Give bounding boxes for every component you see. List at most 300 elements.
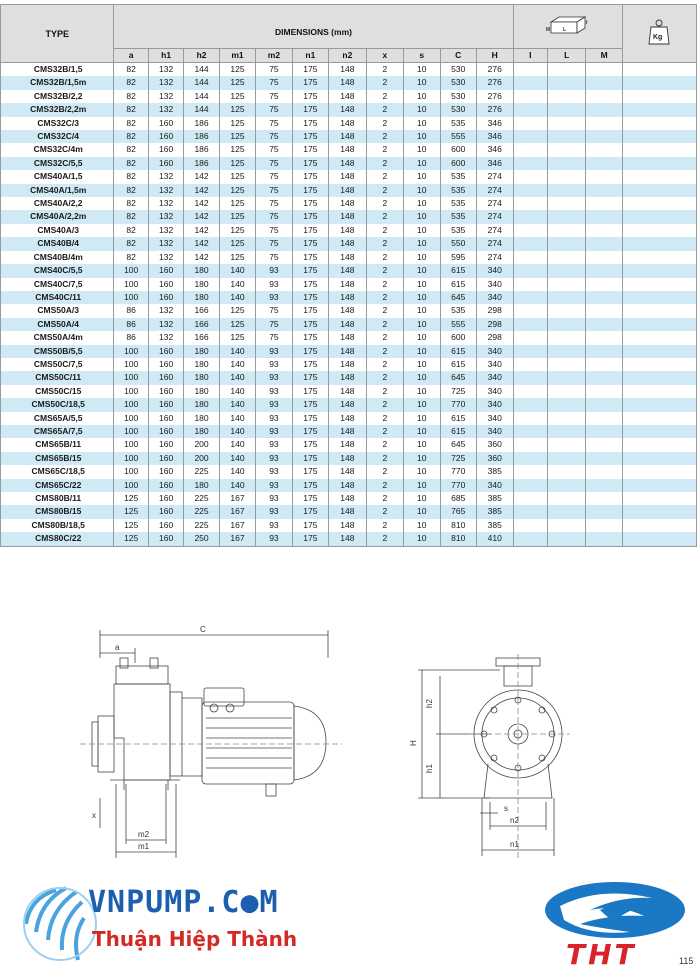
empty-cell	[513, 291, 547, 304]
value-cell: 132	[148, 251, 183, 264]
empty-cell	[622, 304, 696, 317]
table-row	[1, 425, 697, 438]
value-cell: 148	[329, 345, 366, 358]
empty-cell	[622, 291, 696, 304]
empty-cell	[586, 532, 622, 546]
value-cell: 75	[256, 170, 292, 183]
empty-cell	[547, 492, 585, 505]
empty-cell	[513, 331, 547, 344]
empty-cell	[586, 130, 622, 143]
empty-cell	[513, 465, 547, 478]
value-cell: 125	[219, 103, 255, 116]
empty-cell	[547, 278, 585, 291]
vnpump-brand: VNPUMP.C●M	[88, 885, 279, 920]
value-cell: 175	[292, 76, 328, 89]
value-cell: 75	[256, 237, 292, 250]
table-row	[1, 479, 697, 492]
value-cell: 82	[114, 117, 148, 130]
empty-cell	[513, 197, 547, 210]
value-cell: 100	[114, 465, 148, 478]
value-cell: 10	[404, 237, 440, 250]
value-cell: 93	[256, 278, 292, 291]
column-header-packing-i: I	[513, 49, 547, 63]
empty-cell	[586, 184, 622, 197]
value-cell: 340	[476, 278, 513, 291]
value-cell: 160	[148, 452, 183, 465]
model-cell: CMS50B/5,5	[1, 345, 114, 358]
value-cell: 175	[292, 143, 328, 156]
value-cell: 160	[148, 371, 183, 384]
empty-cell	[547, 345, 585, 358]
empty-cell	[586, 291, 622, 304]
value-cell: 167	[219, 505, 255, 518]
empty-cell	[622, 492, 696, 505]
value-cell: 75	[256, 304, 292, 317]
pump-technical-drawing	[80, 618, 600, 863]
value-cell: 535	[440, 210, 476, 223]
empty-cell	[622, 452, 696, 465]
table-row	[1, 278, 697, 291]
column-header-packing-l: L	[547, 49, 585, 63]
value-cell: 167	[219, 519, 255, 532]
model-cell: CMS32B/1,5	[1, 63, 114, 77]
value-cell: 82	[114, 197, 148, 210]
empty-cell	[586, 371, 622, 384]
empty-cell	[622, 412, 696, 425]
empty-cell	[513, 143, 547, 156]
value-cell: 75	[256, 117, 292, 130]
thuan-hiep-thanh-brand: Thuận Hiệp Thành	[92, 927, 298, 951]
model-cell: CMS50C/11	[1, 371, 114, 384]
value-cell: 86	[114, 304, 148, 317]
value-cell: 10	[404, 130, 440, 143]
value-cell: 93	[256, 465, 292, 478]
value-cell: 160	[148, 385, 183, 398]
table-row	[1, 318, 697, 331]
label-a: a	[115, 643, 120, 652]
value-cell: 175	[292, 385, 328, 398]
value-cell: 82	[114, 184, 148, 197]
empty-cell	[547, 184, 585, 197]
value-cell: 93	[256, 425, 292, 438]
value-cell: 132	[148, 304, 183, 317]
value-cell: 175	[292, 264, 328, 277]
value-cell: 10	[404, 479, 440, 492]
model-cell: CMS40A/2,2	[1, 197, 114, 210]
value-cell: 186	[184, 130, 219, 143]
empty-cell	[513, 264, 547, 277]
model-cell: CMS40C/11	[1, 291, 114, 304]
value-cell: 2	[366, 170, 403, 183]
empty-cell	[586, 479, 622, 492]
value-cell: 810	[440, 532, 476, 546]
value-cell: 148	[329, 532, 366, 546]
empty-cell	[586, 505, 622, 518]
empty-cell	[622, 130, 696, 143]
value-cell: 340	[476, 371, 513, 384]
value-cell: 140	[219, 345, 255, 358]
empty-cell	[513, 278, 547, 291]
value-cell: 360	[476, 452, 513, 465]
value-cell: 340	[476, 425, 513, 438]
value-cell: 2	[366, 452, 403, 465]
value-cell: 148	[329, 251, 366, 264]
value-cell: 10	[404, 412, 440, 425]
value-cell: 142	[184, 184, 219, 197]
value-cell: 100	[114, 438, 148, 451]
value-cell: 148	[329, 438, 366, 451]
value-cell: 132	[148, 103, 183, 116]
value-cell: 148	[329, 184, 366, 197]
table-row	[1, 184, 697, 197]
value-cell: 125	[219, 184, 255, 197]
value-cell: 160	[148, 425, 183, 438]
empty-cell	[513, 76, 547, 89]
value-cell: 10	[404, 278, 440, 291]
value-cell: 175	[292, 438, 328, 451]
value-cell: 100	[114, 398, 148, 411]
model-cell: CMS40A/2,2m	[1, 210, 114, 223]
value-cell: 225	[184, 519, 219, 532]
empty-cell	[513, 130, 547, 143]
empty-cell	[622, 90, 696, 103]
value-cell: 274	[476, 170, 513, 183]
value-cell: 93	[256, 291, 292, 304]
empty-cell	[586, 358, 622, 371]
value-cell: 180	[184, 425, 219, 438]
model-cell: CMS40B/4	[1, 237, 114, 250]
value-cell: 274	[476, 251, 513, 264]
value-cell: 160	[148, 398, 183, 411]
value-cell: 86	[114, 331, 148, 344]
value-cell: 10	[404, 371, 440, 384]
empty-cell	[622, 170, 696, 183]
value-cell: 75	[256, 63, 292, 77]
value-cell: 10	[404, 452, 440, 465]
value-cell: 148	[329, 304, 366, 317]
table-row	[1, 505, 697, 518]
empty-cell	[547, 385, 585, 398]
empty-cell	[513, 371, 547, 384]
value-cell: 140	[219, 398, 255, 411]
empty-cell	[547, 210, 585, 223]
empty-cell	[586, 452, 622, 465]
value-cell: 148	[329, 117, 366, 130]
dimensions-table	[0, 4, 697, 547]
empty-cell	[513, 425, 547, 438]
value-cell: 166	[184, 318, 219, 331]
value-cell: 148	[329, 157, 366, 170]
empty-cell	[586, 331, 622, 344]
value-cell: 10	[404, 532, 440, 546]
value-cell: 132	[148, 210, 183, 223]
value-cell: 125	[219, 63, 255, 77]
value-cell: 140	[219, 291, 255, 304]
value-cell: 140	[219, 412, 255, 425]
empty-cell	[547, 371, 585, 384]
value-cell: 93	[256, 479, 292, 492]
value-cell: 166	[184, 304, 219, 317]
empty-cell	[586, 519, 622, 532]
value-cell: 770	[440, 398, 476, 411]
table-row	[1, 63, 697, 77]
value-cell: 140	[219, 278, 255, 291]
value-cell: 125	[219, 197, 255, 210]
value-cell: 340	[476, 398, 513, 411]
value-cell: 175	[292, 412, 328, 425]
table-row	[1, 143, 697, 156]
value-cell: 276	[476, 76, 513, 89]
value-cell: 530	[440, 90, 476, 103]
value-cell: 75	[256, 184, 292, 197]
value-cell: 410	[476, 532, 513, 546]
tht-brand: THT	[566, 938, 637, 971]
value-cell: 160	[148, 519, 183, 532]
table-row	[1, 438, 697, 451]
value-cell: 10	[404, 398, 440, 411]
label-n2: n2	[510, 816, 519, 825]
value-cell: 175	[292, 345, 328, 358]
table-row	[1, 532, 697, 546]
value-cell: 142	[184, 170, 219, 183]
value-cell: 615	[440, 412, 476, 425]
empty-cell	[513, 492, 547, 505]
value-cell: 340	[476, 345, 513, 358]
value-cell: 10	[404, 304, 440, 317]
column-header-m2: m2	[256, 49, 292, 63]
value-cell: 132	[148, 197, 183, 210]
value-cell: 148	[329, 103, 366, 116]
table-row	[1, 412, 697, 425]
value-cell: 148	[329, 224, 366, 237]
value-cell: 10	[404, 197, 440, 210]
value-cell: 2	[366, 385, 403, 398]
empty-cell	[622, 184, 696, 197]
value-cell: 2	[366, 291, 403, 304]
value-cell: 125	[219, 117, 255, 130]
value-cell: 180	[184, 479, 219, 492]
value-cell: 93	[256, 398, 292, 411]
value-cell: 148	[329, 505, 366, 518]
empty-cell	[547, 465, 585, 478]
value-cell: 175	[292, 318, 328, 331]
side-view	[80, 630, 342, 858]
value-cell: 2	[366, 465, 403, 478]
empty-cell	[513, 237, 547, 250]
empty-cell	[622, 264, 696, 277]
empty-cell	[513, 532, 547, 546]
column-header-h2: h2	[184, 49, 219, 63]
value-cell: 148	[329, 425, 366, 438]
value-cell: 2	[366, 371, 403, 384]
value-cell: 93	[256, 438, 292, 451]
value-cell: 82	[114, 103, 148, 116]
empty-cell	[547, 117, 585, 130]
model-cell: CMS40B/4m	[1, 251, 114, 264]
value-cell: 274	[476, 224, 513, 237]
value-cell: 140	[219, 371, 255, 384]
empty-cell	[586, 318, 622, 331]
empty-cell	[622, 103, 696, 116]
value-cell: 274	[476, 210, 513, 223]
empty-cell	[513, 224, 547, 237]
value-cell: 2	[366, 278, 403, 291]
value-cell: 125	[219, 170, 255, 183]
model-cell: CMS50C/7,5	[1, 358, 114, 371]
value-cell: 550	[440, 237, 476, 250]
value-cell: 535	[440, 170, 476, 183]
value-cell: 10	[404, 385, 440, 398]
empty-cell	[547, 157, 585, 170]
empty-cell	[622, 465, 696, 478]
value-cell: 10	[404, 184, 440, 197]
value-cell: 175	[292, 479, 328, 492]
column-header-packing-m: M	[586, 49, 622, 63]
value-cell: 75	[256, 76, 292, 89]
empty-cell	[586, 438, 622, 451]
value-cell: 125	[219, 130, 255, 143]
value-cell: 340	[476, 479, 513, 492]
value-cell: 2	[366, 318, 403, 331]
column-header-m1: m1	[219, 49, 255, 63]
value-cell: 144	[184, 76, 219, 89]
value-cell: 770	[440, 465, 476, 478]
empty-cell	[622, 157, 696, 170]
value-cell: 10	[404, 291, 440, 304]
empty-cell	[513, 398, 547, 411]
value-cell: 725	[440, 452, 476, 465]
value-cell: 2	[366, 117, 403, 130]
value-cell: 2	[366, 224, 403, 237]
value-cell: 148	[329, 492, 366, 505]
value-cell: 140	[219, 479, 255, 492]
value-cell: 180	[184, 278, 219, 291]
value-cell: 175	[292, 358, 328, 371]
empty-cell	[547, 398, 585, 411]
empty-cell	[547, 103, 585, 116]
value-cell: 82	[114, 157, 148, 170]
value-cell: 100	[114, 264, 148, 277]
model-cell: CMS32C/4m	[1, 143, 114, 156]
value-cell: 600	[440, 143, 476, 156]
value-cell: 93	[256, 492, 292, 505]
empty-cell	[586, 278, 622, 291]
value-cell: 2	[366, 63, 403, 77]
label-c: C	[200, 625, 206, 634]
value-cell: 160	[148, 264, 183, 277]
value-cell: 93	[256, 358, 292, 371]
empty-cell	[586, 465, 622, 478]
value-cell: 75	[256, 210, 292, 223]
model-cell: CMS80B/18,5	[1, 519, 114, 532]
empty-cell	[513, 358, 547, 371]
model-cell: CMS65B/11	[1, 438, 114, 451]
value-cell: 166	[184, 331, 219, 344]
value-cell: 100	[114, 358, 148, 371]
empty-cell	[586, 170, 622, 183]
value-cell: 2	[366, 519, 403, 532]
value-cell: 2	[366, 264, 403, 277]
value-cell: 186	[184, 157, 219, 170]
value-cell: 175	[292, 103, 328, 116]
model-cell: CMS32B/1,5m	[1, 76, 114, 89]
value-cell: 140	[219, 385, 255, 398]
value-cell: 125	[219, 318, 255, 331]
value-cell: 125	[219, 76, 255, 89]
value-cell: 340	[476, 412, 513, 425]
table-row	[1, 237, 697, 250]
empty-cell	[586, 251, 622, 264]
value-cell: 125	[219, 224, 255, 237]
value-cell: 132	[148, 170, 183, 183]
value-cell: 75	[256, 318, 292, 331]
empty-cell	[513, 519, 547, 532]
table-row	[1, 345, 697, 358]
value-cell: 144	[184, 103, 219, 116]
value-cell: 160	[148, 130, 183, 143]
value-cell: 175	[292, 278, 328, 291]
column-header-h: H	[476, 49, 513, 63]
value-cell: 167	[219, 492, 255, 505]
value-cell: 142	[184, 224, 219, 237]
value-cell: 10	[404, 117, 440, 130]
value-cell: 175	[292, 465, 328, 478]
value-cell: 160	[148, 278, 183, 291]
value-cell: 148	[329, 452, 366, 465]
table-row	[1, 224, 697, 237]
empty-cell	[586, 425, 622, 438]
value-cell: 298	[476, 331, 513, 344]
value-cell: 10	[404, 358, 440, 371]
value-cell: 535	[440, 304, 476, 317]
empty-cell	[547, 90, 585, 103]
empty-cell	[586, 398, 622, 411]
value-cell: 82	[114, 251, 148, 264]
value-cell: 2	[366, 157, 403, 170]
value-cell: 175	[292, 117, 328, 130]
value-cell: 180	[184, 358, 219, 371]
value-cell: 132	[148, 224, 183, 237]
value-cell: 125	[219, 210, 255, 223]
table-row	[1, 358, 697, 371]
value-cell: 10	[404, 519, 440, 532]
value-cell: 200	[184, 438, 219, 451]
column-header-x: x	[366, 49, 403, 63]
empty-cell	[622, 318, 696, 331]
value-cell: 385	[476, 519, 513, 532]
value-cell: 2	[366, 143, 403, 156]
value-cell: 175	[292, 197, 328, 210]
value-cell: 175	[292, 237, 328, 250]
empty-cell	[586, 63, 622, 77]
value-cell: 140	[219, 452, 255, 465]
table-row	[1, 385, 697, 398]
model-cell: CMS65C/18,5	[1, 465, 114, 478]
empty-cell	[622, 237, 696, 250]
empty-cell	[547, 318, 585, 331]
value-cell: 10	[404, 63, 440, 77]
empty-cell	[622, 532, 696, 546]
value-cell: 175	[292, 492, 328, 505]
value-cell: 75	[256, 103, 292, 116]
value-cell: 132	[148, 90, 183, 103]
value-cell: 535	[440, 117, 476, 130]
value-cell: 595	[440, 251, 476, 264]
empty-cell	[586, 90, 622, 103]
value-cell: 100	[114, 412, 148, 425]
value-cell: 125	[219, 90, 255, 103]
empty-cell	[622, 505, 696, 518]
